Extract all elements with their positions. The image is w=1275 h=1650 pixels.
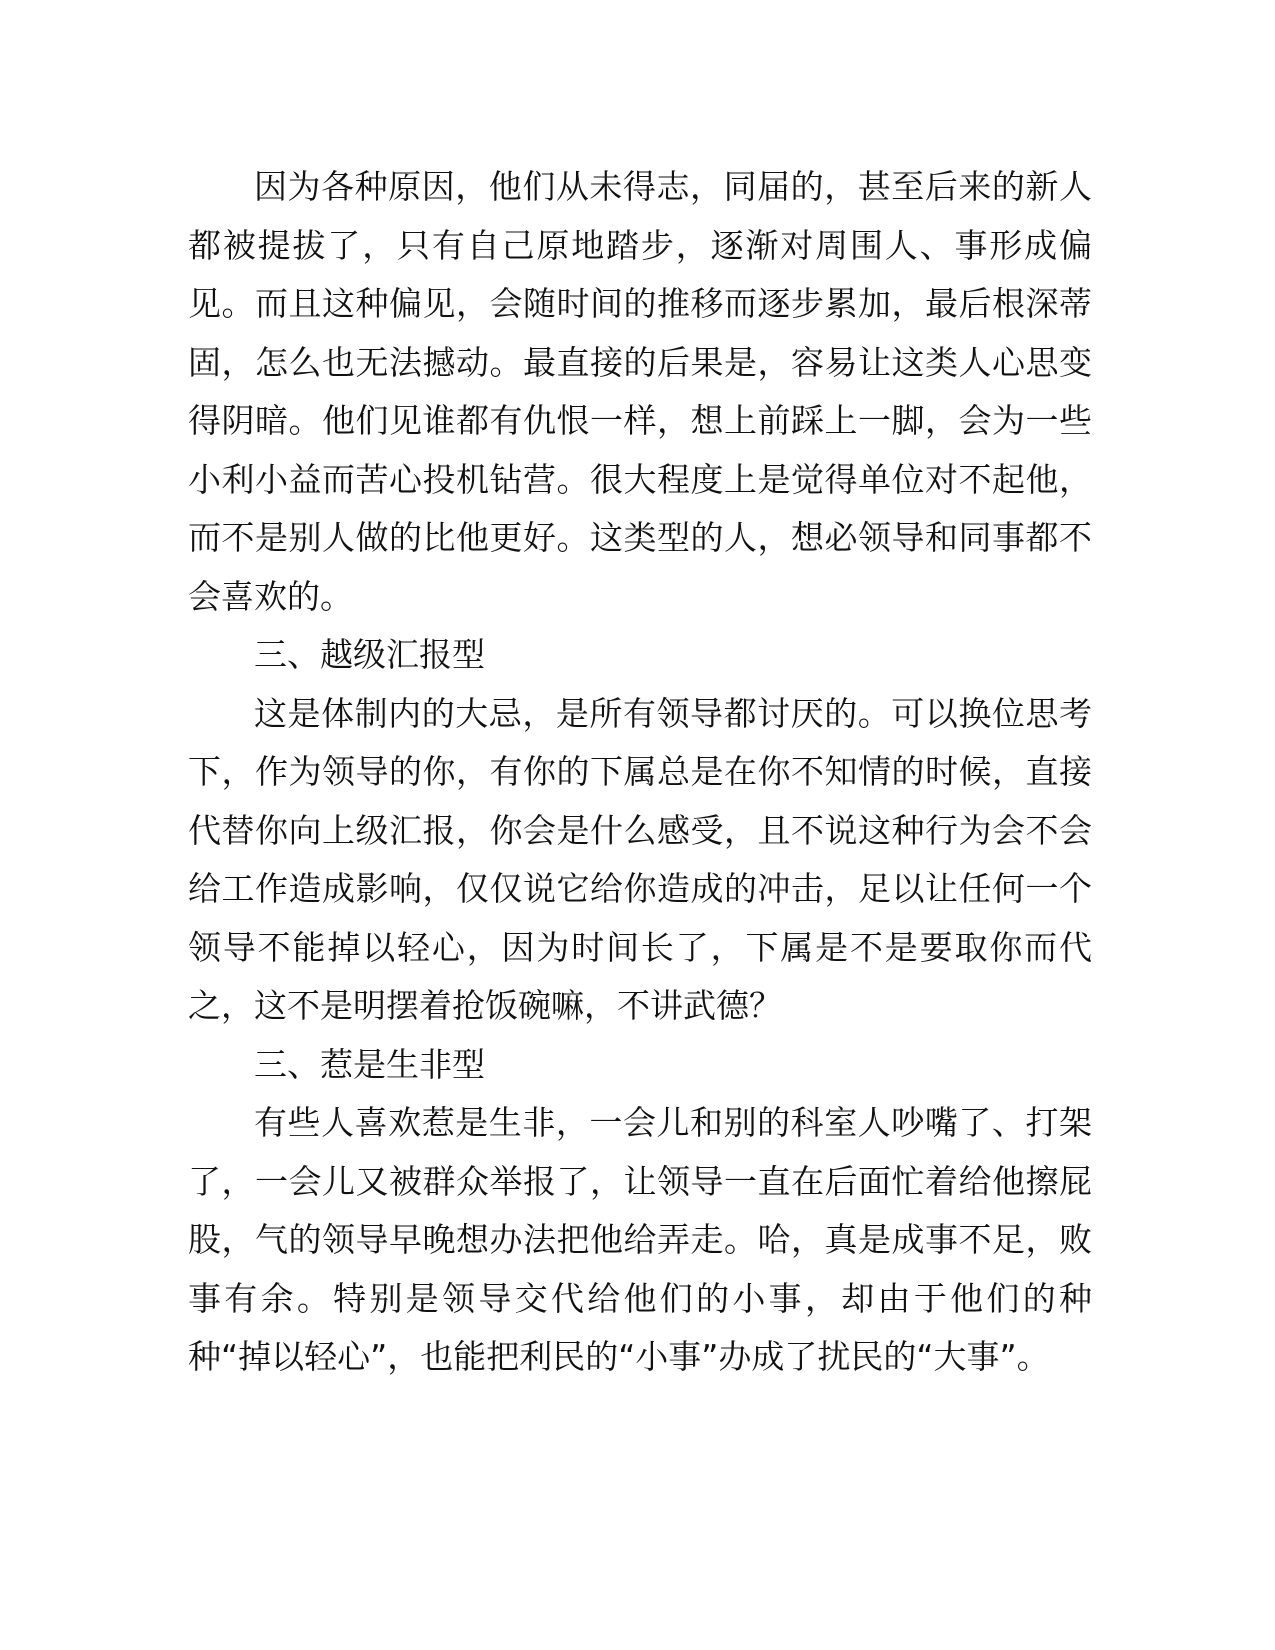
paragraph-3: 有些人喜欢惹是生非，一会儿和别的科室人吵嘴了、打架了，一会儿又被群众举报了，让领导一直在后面忙着给他擦屁股，气的领导早晚想办法把他给弄走。哈，真是成事不足，败事有余。特别是领导交代给他们的小事，却由于他们的种种“掉以轻心”，也能把利民的“小事”办成了扰民的“大事”。	[188, 1103, 1092, 1376]
document-body	[188, 158, 1092, 1387]
section-heading-2: 三、惹是生非型	[254, 1044, 485, 1084]
section-heading-1: 三、越级汇报型	[254, 635, 485, 674]
paragraph-2: 这是体制内的大忌，是所有领导都讨厌的。可以换位思考下，作为领导的你，有你的下属总是在你不知情的时候，直接代替你向上级汇报，你会是什么感受，且不说这种行为会不会给工作造成影响，仅仅说它给你造成的冲击，足以让任何一个领导不能掉以轻心，因为时间长了，下属是不是要取你而代之，这不是明摆着抢饭碗嘛，不讲武德？	[188, 693, 1092, 1025]
paragraph-1: 因为各种原因，他们从未得志，同届的，甚至后来的新人都被提拔了，只有自己原地踏步，逐渐对周围人、事形成偏见。而且这种偏见，会随时间的推移而逐步累加，最后根深蒂固，怎么也无法撼动。最直接的后果是，容易让这类人心思变得阴暗。他们见谁都有仇恨一样，想上前踩上一脚，会为一些小利小益而苦心投机钻营。很大程度上是觉得单位对不起他，而不是别人做的比他更好。这类型的人，想必领导和同事都不会喜欢的。	[188, 167, 1092, 616]
